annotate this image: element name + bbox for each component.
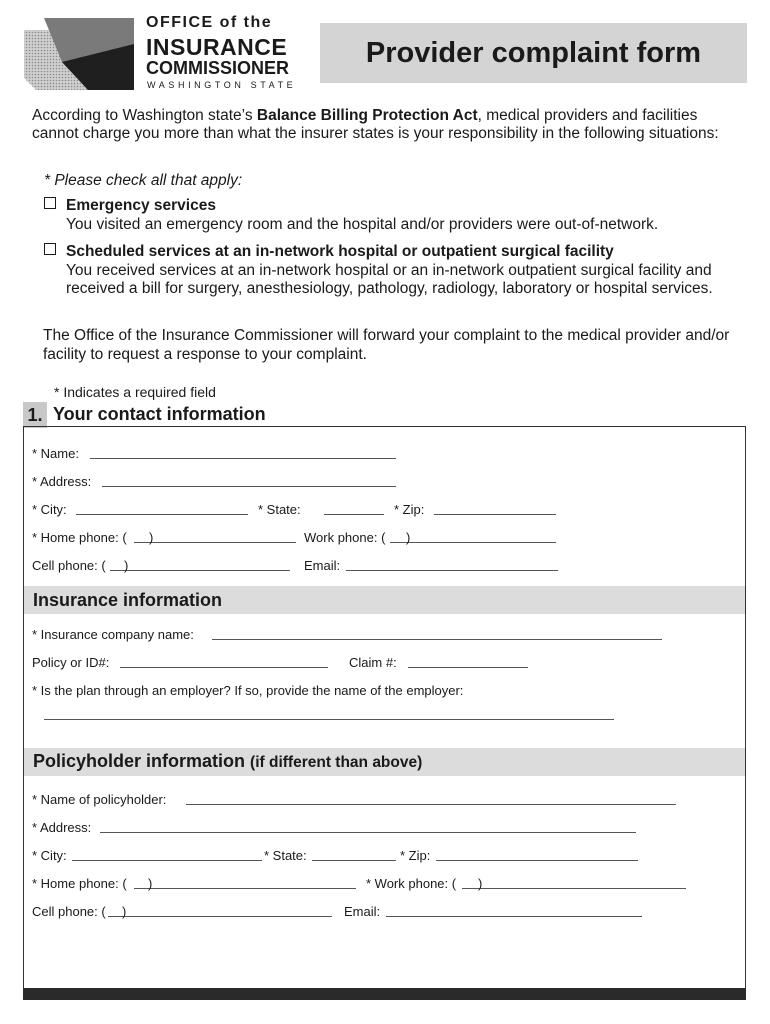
email-label: Email:: [304, 558, 341, 573]
policyholder-email-label: Email:: [344, 904, 381, 919]
insurance-company-label: * Insurance company name:: [32, 627, 194, 642]
option-title: Scheduled services at an in-network hospital or outpatient surgical facility: [66, 243, 614, 260]
scheduled-checkbox[interactable]: [44, 243, 56, 255]
policyholder-state-field[interactable]: [312, 860, 396, 861]
emergency-checkbox[interactable]: [44, 197, 56, 209]
city-field[interactable]: [76, 514, 248, 515]
policyholder-subtitle: (if different than above): [250, 754, 423, 771]
address-label: * Address:: [32, 474, 92, 489]
section-title-contact: Your contact information: [53, 404, 266, 424]
policyholder-work-phone-field[interactable]: [462, 888, 686, 889]
address-field[interactable]: [102, 486, 396, 487]
footer-bar: [23, 988, 746, 1000]
policy-label: Policy or ID#:: [32, 655, 110, 670]
state-field[interactable]: [324, 514, 384, 515]
cell-phone-label: Cell phone: (: [32, 558, 106, 573]
city-label: * City:: [32, 502, 67, 517]
form-title: Provider complaint form: [365, 36, 702, 69]
forward-note: The Office of the Insurance Commissioner will forward your complaint to the medical provider and/or facility to request a response to your complaint.: [43, 327, 730, 363]
required-field-note: * Indicates a required field: [54, 384, 216, 400]
option-scheduled: [44, 243, 734, 299]
form-frame: [23, 426, 746, 990]
option-body: You received services at an in-network hospital or an in-network outpatient surgical facility and received a bill for surgery, anesthesiology, pathology, radiology, laboratory or hospital services.: [66, 261, 713, 297]
policyholder-address-field[interactable]: [100, 832, 636, 833]
check-all-note: * Please check all that apply:: [44, 172, 243, 189]
option-title: Emergency services: [66, 197, 216, 214]
claim-field[interactable]: [408, 667, 528, 668]
insurance-title: Insurance information: [33, 590, 223, 610]
policyholder-title: Policyholder information: [33, 751, 246, 771]
policyholder-cell-phone-paren: ): [122, 904, 127, 919]
work-phone-label: Work phone: (: [304, 530, 386, 545]
intro-paragraph: [32, 107, 738, 143]
policyholder-email-field[interactable]: [386, 916, 642, 917]
logo-state-text: WASHINGTON STATE: [147, 80, 297, 90]
insurance-company-field[interactable]: [212, 639, 662, 640]
cell-phone-field[interactable]: [110, 570, 290, 571]
policyholder-city-field[interactable]: [72, 860, 262, 861]
state-label: * State:: [258, 502, 301, 517]
work-phone-paren: ): [406, 530, 411, 545]
cell-phone-paren: ): [124, 558, 129, 573]
logo-insurance-text: INSURANCE: [146, 34, 288, 60]
work-phone-field[interactable]: [390, 542, 556, 543]
home-phone-paren: ): [149, 530, 154, 545]
logo-commissioner-text: COMMISSIONER: [146, 58, 290, 78]
zip-label: * Zip:: [394, 502, 425, 517]
policy-field[interactable]: [120, 667, 328, 668]
email-field[interactable]: [346, 570, 558, 571]
oic-logo-graphic: [22, 16, 138, 92]
intro-text-end: , medical providers and facilities cannot charge you more than what the insurer states is your responsibility in the following situations:: [32, 107, 719, 142]
option-body: You visited an emergency room and the hospital and/or providers were out-of-network.: [66, 215, 659, 233]
claim-label: Claim #:: [349, 655, 397, 670]
employer-field[interactable]: [44, 719, 614, 720]
policyholder-home-phone-label: * Home phone: (: [32, 876, 127, 891]
policyholder-name-label: * Name of policyholder:: [32, 792, 167, 807]
section-number: 1.: [23, 402, 47, 428]
policyholder-state-label: * State:: [264, 848, 307, 863]
policyholder-cell-phone-field[interactable]: [108, 916, 332, 917]
intro-text-start: According to Washington state’s: [32, 107, 257, 124]
name-label: * Name:: [32, 446, 79, 461]
home-phone-label: * Home phone: (: [32, 530, 127, 545]
zip-field[interactable]: [434, 514, 556, 515]
policyholder-home-phone-paren: ): [148, 876, 153, 891]
policyholder-address-label: * Address:: [32, 820, 92, 835]
home-phone-field[interactable]: [134, 542, 296, 543]
policyholder-work-phone-paren: ): [478, 876, 483, 891]
form-title-box: [320, 23, 747, 83]
policyholder-home-phone-field[interactable]: [134, 888, 356, 889]
policyholder-zip-label: * Zip:: [400, 848, 431, 863]
policyholder-work-phone-label: * Work phone: (: [366, 876, 457, 891]
logo-office-text: OFFICE of the: [146, 14, 273, 31]
name-field[interactable]: [90, 458, 396, 459]
act-name: Balance Billing Protection Act: [256, 107, 478, 124]
policyholder-name-field[interactable]: [186, 804, 676, 805]
policyholder-title-row: [33, 751, 422, 772]
policyholder-city-label: * City:: [32, 848, 67, 863]
policyholder-cell-phone-label: Cell phone: (: [32, 904, 106, 919]
policyholder-zip-field[interactable]: [436, 860, 638, 861]
option-emergency: [44, 197, 734, 234]
employer-label: * Is the plan through an employer? If so, provide the name of the employer:: [32, 683, 464, 698]
